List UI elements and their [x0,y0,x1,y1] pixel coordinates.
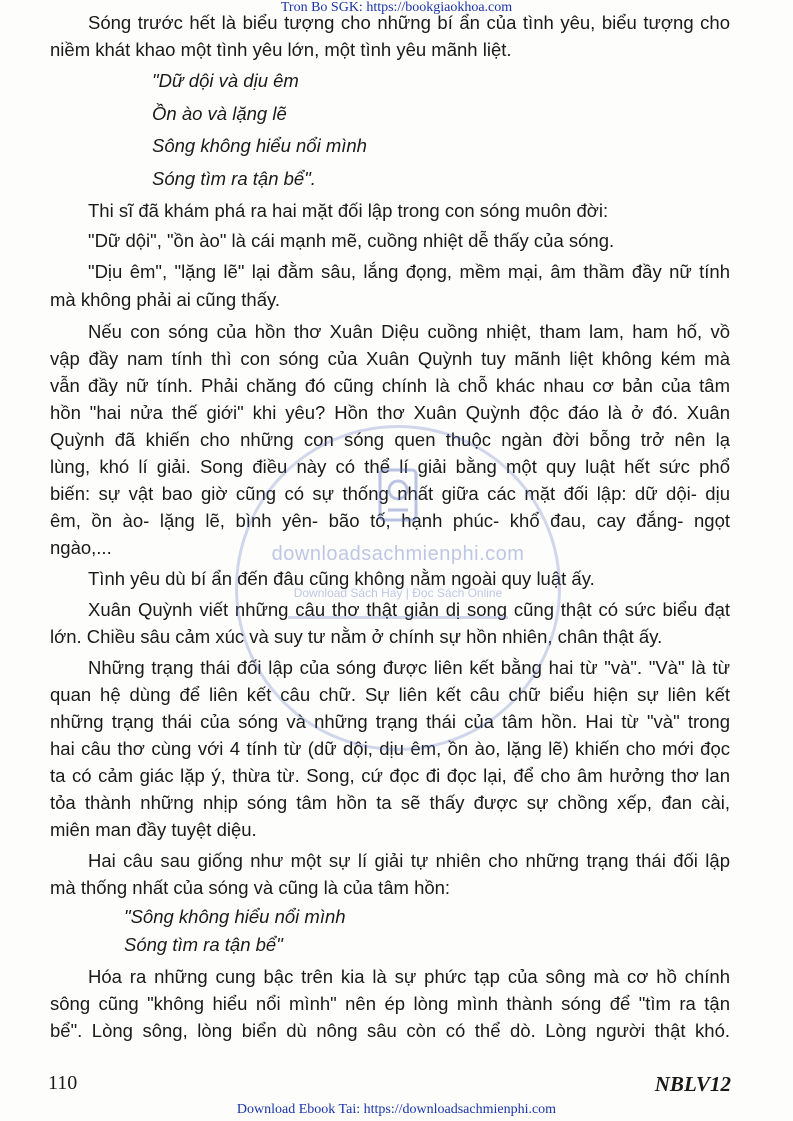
verse-line: "Dữ dội và dịu êm [152,70,299,91]
watermark-site: downloadsachmienphi.com [271,543,525,565]
paragraph-line: quan hệ dùng để liên kết câu chữ. Sự liên kết câu chữ biểu hiện sự liên kết [50,684,730,705]
paragraph-line: tỏa thành những nhịp sóng tâm hồn ta sẽ thấy được sự chồng xếp, đan cài, [50,792,730,813]
paragraph-line: miên man đầy tuyệt diệu. [50,819,257,840]
download-banner: Download Ebook Tai: https://downloadsachmienphi.com [236,1102,557,1117]
top-source-banner: Tron Bo SGK: https://bookgiaokhoa.com [280,0,513,15]
paragraph-line: sông cũng "không hiểu nổi mình" nên ép lòng mình thành sóng để "tìm ra tận [50,993,730,1014]
paragraph-line: niềm khát khao một tình yêu lớn, một tình yêu mãnh liệt. [50,39,512,60]
paragraph-line: êm, ồn ào- lặng lẽ, bình yên- bão tố, hạnh phúc- khổ đau, cay đắng- ngọt [50,510,730,531]
paragraph-line: "Dịu êm", "lặng lẽ" lại đằm sâu, lắng đọng, mềm mại, âm thầm đầy nữ tính [88,261,730,282]
book-code: NBLV12 [654,1072,731,1096]
paragraph-line: bể". Lòng sông, lòng biển dù nông sâu còn có thể dò. Lòng người thật khó. [50,1020,730,1041]
paragraph-line: biến: sự vật bao giờ cũng có sự thống nhất giữa các mặt đối lập: dữ dội- dịu [50,483,730,504]
paragraph-line: ta có cảm giác lặp ý, thừa từ. Song, cứ đọc đi đọc lại, để cho âm hưởng thơ lan [50,765,730,786]
paragraph-line: hai câu thơ cùng với 4 tính từ (dữ dội, dịu êm, ồn ào, lặng lẽ) khiến cho mới đọc [50,738,730,759]
paragraph-line: Hai câu sau giống như một sự lí giải tự nhiên cho những trạng thái đối lập [88,850,730,871]
page-number: 110 [48,1072,78,1094]
paragraph-line: "Dữ dội", "ồn ào" là cái mạnh mẽ, cuồng nhiệt dễ thấy của sóng. [88,230,615,251]
paragraph-line: hồn "hai nửa thế giới" khi yêu? Hồn thơ Xuân Quỳnh độc đáo là ở đó. Xuân [50,402,730,423]
paragraph-line: Tình yêu dù bí ẩn đến đâu cũng không nằm ngoài quy luật ấy. [88,568,595,589]
watermark-tagline: Download Sách Hay | Đọc Sách Online [293,586,503,600]
verse-line: Sóng tìm ra tận bể". [152,168,316,189]
paragraph-line: những trạng thái của sóng và những trạng thái của tâm hồn. Hai từ "và" trong [50,711,730,732]
paragraph-line: Sóng trước hết là biểu tượng cho những bí ẩn của tình yêu, biểu tượng cho [88,12,730,33]
paragraph-line: vập đầy nam tính thì con sóng của Xuân Quỳnh tuy mãnh liệt không kém mà [50,348,730,369]
paragraph-line: Thi sĩ đã khám phá ra hai mặt đối lập trong con sóng muôn đời: [88,200,609,221]
paragraph-line: ngào,... [50,537,112,558]
paragraph-line: vẫn đầy nữ tính. Phải chăng đó cũng chính là chỗ khác nhau cơ bản của tâm [50,375,730,396]
paragraph-line: lùng, khó lí giải. Song điều này có thể lí giải bằng một quy luật hết sức phổ [50,456,730,477]
paragraph-line: mà thống nhất của sóng và cũng là của tâm hồn: [50,877,451,898]
verse-line: Sông không hiểu nổi mình [152,135,367,156]
paragraph-line: Nếu con sóng của hồn thơ Xuân Diệu cuồng nhiệt, tham lam, ham hố, vồ [88,321,730,342]
verse-line: Sóng tìm ra tận bể" [124,934,283,955]
verse-line: Ồn ào và lặng lẽ [152,103,287,124]
paragraph-line: Những trạng thái đối lập của sóng được liên kết bằng hai từ "và". "Và" là từ [88,657,730,678]
paragraph-line: mà không phải ai cũng thấy. [50,289,281,310]
paragraph-line: Hóa ra những cung bậc trên kia là sự phức tạp của sông mà cơ hồ chính [88,966,730,987]
paragraph-line: Quỳnh đã khiến cho những con sóng quen thuộc ngàn đời bỗng trở nên lạ [50,429,730,450]
verse-line: "Sông không hiểu nổi mình [124,906,346,927]
paragraph-line: lớn. Chiều sâu cảm xúc và suy tư nằm ở chính sự hồn nhiên, chân thật ấy. [50,626,663,647]
paragraph-line: Xuân Quỳnh viết những câu thơ thật giản dị song cũng thật có sức biểu đạt [88,599,730,620]
